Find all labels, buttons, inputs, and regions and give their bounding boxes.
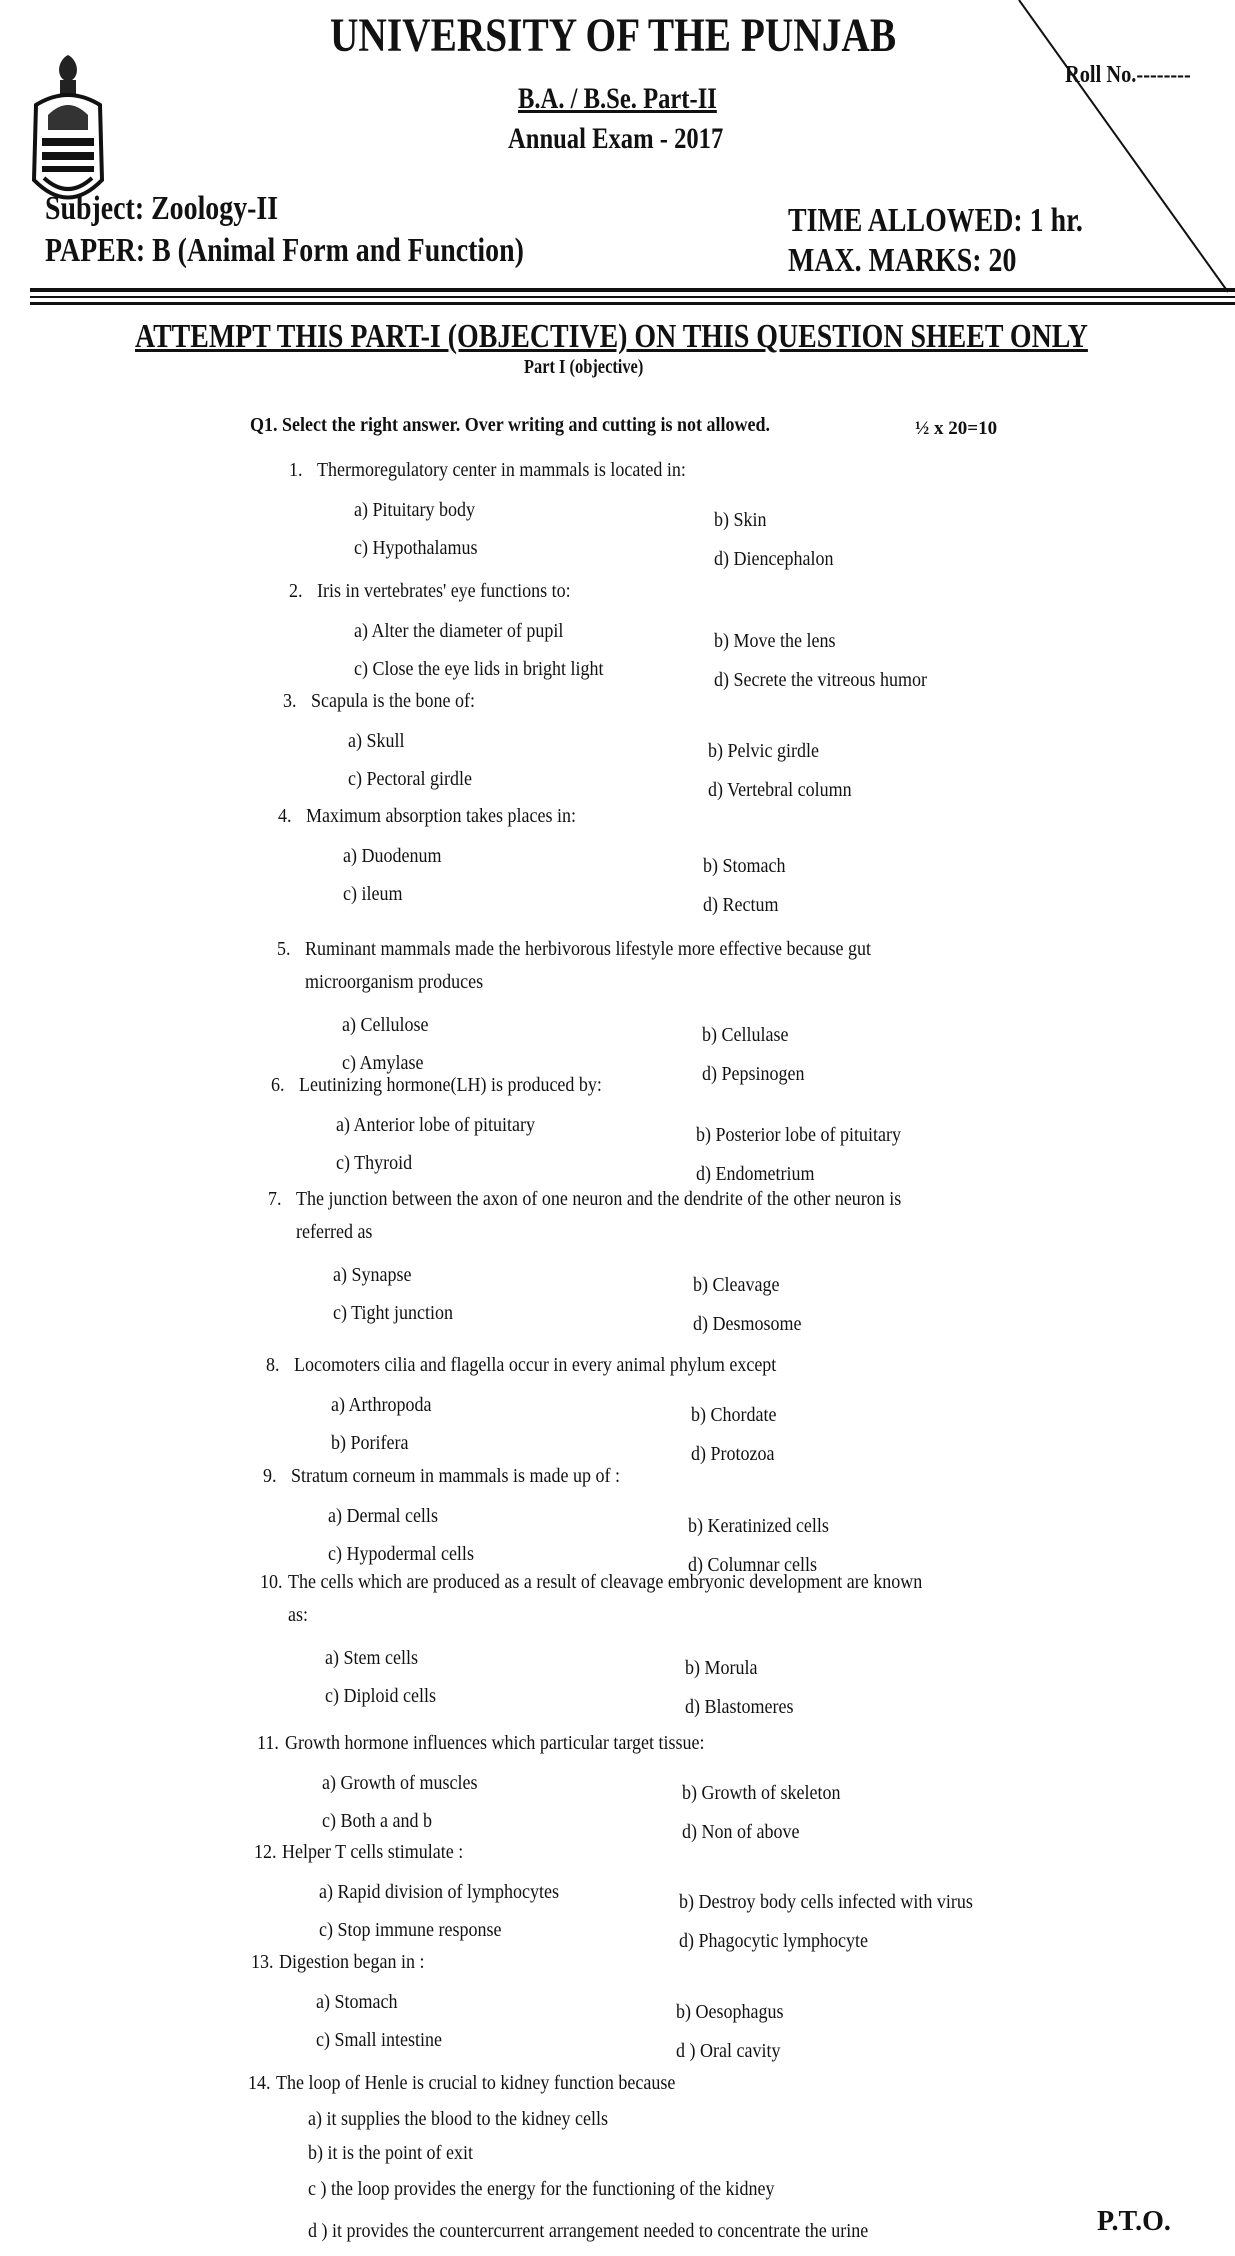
question-stem: Ruminant mammals made the herbivorous lifestyle more effective because gut (305, 938, 872, 960)
q1-marks: ½ x 20=10 (915, 418, 998, 439)
question-stem: Scapula is the bone of: (311, 690, 475, 712)
answer-option: b) Oesophagus (676, 2001, 784, 2023)
answer-option: a) Cellulose (342, 1014, 429, 1036)
answer-option: a) Duodenum (343, 845, 442, 867)
answer-option: c) Hypothalamus (354, 537, 478, 559)
answer-option: b) Cellulase (702, 1024, 789, 1046)
q1-instruction: Q1. Select the right answer. Over writing and cutting is not allowed. (250, 414, 770, 436)
question-stem: Locomoters cilia and flagella occur in every animal phylum except (294, 1354, 777, 1376)
answer-option: d) Rectum (703, 894, 779, 916)
answer-option: a) it supplies the blood to the kidney cells (308, 2108, 608, 2130)
answer-option: d) Vertebral column (708, 779, 852, 801)
header-divider-top (30, 288, 1235, 292)
question-number: 6. (271, 1074, 285, 1096)
answer-option: d) Desmosome (693, 1313, 802, 1335)
answer-option: b) Keratinized cells (688, 1515, 829, 1537)
answer-option: c) Both a and b (322, 1810, 432, 1832)
question-stem: The loop of Henle is crucial to kidney function because (276, 2072, 676, 2094)
answer-option: a) Growth of muscles (322, 1772, 478, 1794)
part-heading: Part I (objective) (524, 356, 644, 378)
answer-option: b) Posterior lobe of pituitary (696, 1124, 901, 1146)
answer-option: b) Morula (685, 1657, 758, 1679)
answer-option: b) Pelvic girdle (708, 740, 819, 762)
question-number: 9. (263, 1465, 277, 1487)
answer-option: d) Blastomeres (685, 1696, 794, 1718)
answer-option: b) it is the point of exit (308, 2142, 473, 2164)
question-stem: referred as (296, 1221, 373, 1243)
answer-option: a) Pituitary body (354, 499, 475, 521)
answer-option: c) Diploid cells (325, 1685, 436, 1707)
answer-option: c) Tight junction (333, 1302, 454, 1324)
answer-option: d ) Oral cavity (676, 2040, 781, 2062)
answer-option: a) Alter the diameter of pupil (354, 620, 564, 642)
answer-option: d) Endometrium (696, 1163, 815, 1185)
answer-option: c) Small intestine (316, 2029, 442, 2051)
answer-option: c) ileum (343, 883, 403, 905)
question-number: 8. (266, 1354, 280, 1376)
answer-option: a) Anterior lobe of pituitary (336, 1114, 535, 1136)
attempt-instruction: ATTEMPT THIS PART-I (OBJECTIVE) ON THIS QUESTION SHEET ONLY (135, 318, 1088, 355)
max-marks-label: MAX. MARKS: 20 (788, 242, 1017, 279)
answer-option: b) Destroy body cells infected with virus (679, 1891, 973, 1913)
question-stem: Stratum corneum in mammals is made up of : (291, 1465, 620, 1487)
answer-option: d) Columnar cells (688, 1554, 817, 1576)
answer-option: b) Stomach (703, 855, 786, 877)
question-stem: Thermoregulatory center in mammals is located in: (317, 459, 686, 481)
roll-number-field: Roll No.-------- (1065, 62, 1191, 88)
question-number: 13. (251, 1951, 274, 1973)
question-number: 2. (289, 580, 303, 602)
answer-option: c) Hypodermal cells (328, 1543, 474, 1565)
answer-option: b) Cleavage (693, 1274, 780, 1296)
answer-option: c) Close the eye lids in bright light (354, 658, 604, 680)
question-stem: Digestion began in : (279, 1951, 425, 1973)
paper-label: PAPER: B (Animal Form and Function) (45, 232, 524, 269)
answer-option: d) Pepsinogen (702, 1063, 805, 1085)
question-number: 12. (254, 1841, 277, 1863)
answer-option: b) Move the lens (714, 630, 836, 652)
header-divider-middle (30, 296, 1235, 298)
question-stem: microorganism produces (305, 971, 484, 993)
answer-option: b) Chordate (691, 1404, 777, 1426)
question-stem: The junction between the axon of one neuron and the dendrite of the other neuron is (296, 1188, 902, 1210)
university-title: UNIVERSITY OF THE PUNJAB (330, 9, 897, 62)
answer-option: d) Secrete the vitreous humor (714, 669, 927, 691)
answer-option: c) Stop immune response (319, 1919, 502, 1941)
answer-option: a) Rapid division of lymphocytes (319, 1881, 559, 1903)
answer-option: c) Pectoral girdle (348, 768, 472, 790)
question-number: 11. (257, 1732, 279, 1754)
answer-option: d) Phagocytic lymphocyte (679, 1930, 868, 1952)
question-number: 14. (248, 2072, 271, 2094)
program-label: B.A. / B.Se. Part-II (518, 82, 717, 115)
answer-option: d ) it provides the countercurrent arrangement needed to concentrate the urine (308, 2220, 869, 2242)
question-number: 4. (278, 805, 292, 827)
answer-option: d) Diencephalon (714, 548, 834, 570)
question-stem: The cells which are produced as a result of cleavage embryonic development are known (288, 1571, 923, 1593)
answer-option: a) Skull (348, 730, 405, 752)
answer-option: b) Growth of skeleton (682, 1782, 841, 1804)
time-allowed-label: TIME ALLOWED: 1 hr. (788, 202, 1083, 239)
question-number: 3. (283, 690, 297, 712)
header-divider-bottom (30, 302, 1235, 305)
question-stem: Leutinizing hormone(LH) is produced by: (299, 1074, 602, 1096)
question-stem: as: (288, 1604, 308, 1626)
answer-option: a) Synapse (333, 1264, 412, 1286)
answer-option: c) Amylase (342, 1052, 424, 1074)
question-number: 1. (289, 459, 303, 481)
question-stem: Growth hormone influences which particular target tissue: (285, 1732, 705, 1754)
subject-label: Subject: Zoology-II (45, 190, 279, 227)
question-number: 5. (277, 938, 291, 960)
question-number: 7. (268, 1188, 282, 1210)
answer-option: a) Stem cells (325, 1647, 418, 1669)
answer-option: b) Porifera (331, 1432, 409, 1454)
answer-option: d) Non of above (682, 1821, 800, 1843)
answer-option: c ) the loop provides the energy for the functioning of the kidney (308, 2178, 775, 2200)
question-stem: Maximum absorption takes places in: (306, 805, 576, 827)
answer-option: c) Thyroid (336, 1152, 413, 1174)
answer-option: d) Protozoa (691, 1443, 775, 1465)
answer-option: a) Stomach (316, 1991, 398, 2013)
page-turn-over: P.T.O. (1097, 2206, 1171, 2237)
question-stem: Iris in vertebrates' eye functions to: (317, 580, 571, 602)
answer-option: a) Dermal cells (328, 1505, 438, 1527)
question-stem: Helper T cells stimulate : (282, 1841, 464, 1863)
exam-label: Annual Exam - 2017 (508, 122, 724, 155)
answer-option: b) Skin (714, 509, 767, 531)
question-number: 10. (260, 1571, 283, 1593)
answer-option: a) Arthropoda (331, 1394, 432, 1416)
